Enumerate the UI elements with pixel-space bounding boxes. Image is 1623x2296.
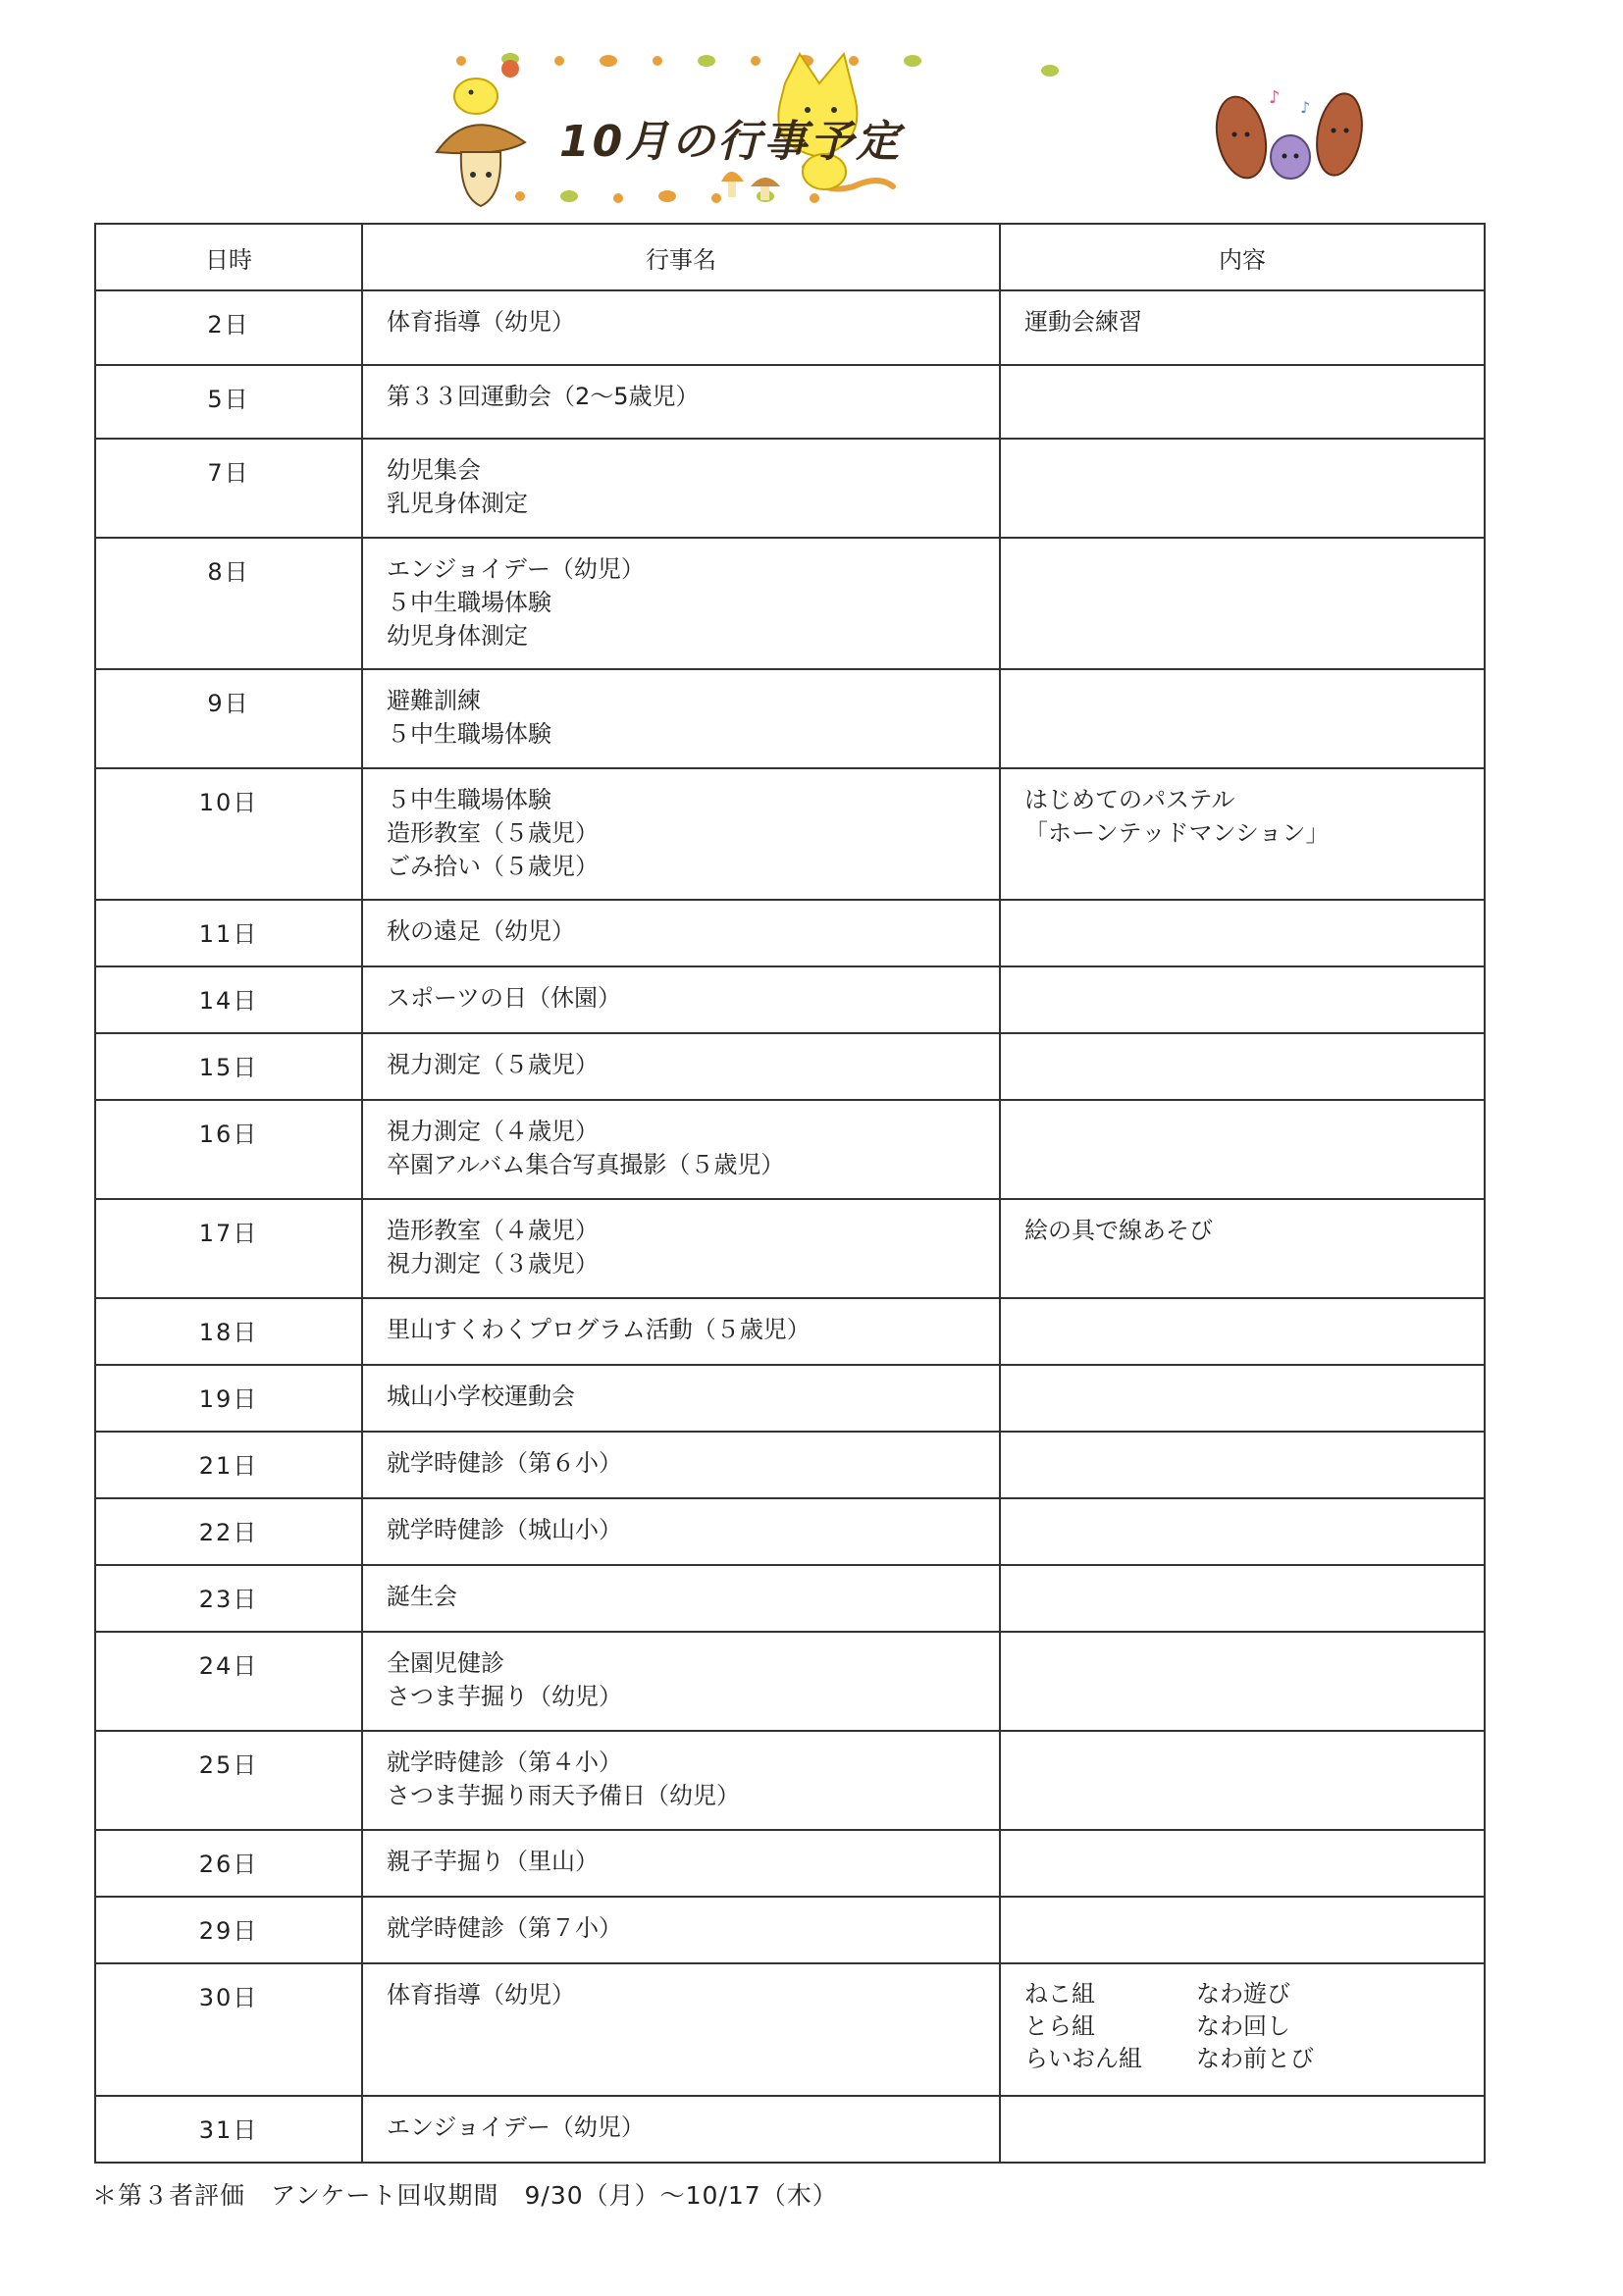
event-line: 卒園アルバム集合写真撮影（５歳児） [387,1151,785,1178]
event-line: 視力測定（４歳児） [387,1118,599,1145]
detail-line: 「ホーンテッドマンション」 [1024,819,1330,847]
row-details [1000,1565,1485,1632]
table-row [95,1963,1485,2096]
row-date: 7日 [95,439,362,538]
event-line: 造形教室（５歳児） [387,819,599,847]
row-events [362,966,1000,1033]
row-events [362,900,1000,966]
table-row [95,1897,1485,1963]
event-line: 視力測定（５歳児） [387,1051,599,1078]
event-line: 視力測定（３歳児） [387,1250,599,1278]
event-line: 秋の遠足（幼児） [387,917,575,945]
mushroom-illustration-icon [437,60,525,206]
row-events [362,1033,1000,1100]
leaf-border-bottom [515,190,819,203]
table-row [95,1830,1485,1897]
detail-pair [1024,2043,1484,2075]
row-events [362,1897,1000,1963]
row-date: 8日 [95,538,362,669]
row-details [1000,1298,1485,1365]
event-line: 避難訓練 [387,687,481,714]
leaf-border-top [456,53,1059,77]
event-line: エンジョイデー（幼児） [387,555,645,583]
table-row [95,669,1485,768]
event-line: さつま芋掘り（幼児） [387,1683,622,1710]
table-row [95,900,1485,966]
detail-activity: なわ遊び [1196,1980,1290,2008]
table-row [95,1731,1485,1830]
row-details [1000,1830,1485,1897]
table-row [95,1033,1485,1100]
event-line: ５中生職場体験 [387,720,551,748]
row-events [362,1199,1000,1298]
footnote: ＊第３者評価 アンケート回収期間 9/30（月）〜10/17（木） [92,2181,838,2210]
row-date: 25日 [95,1731,362,1830]
event-line: 乳児身体測定 [387,490,528,517]
table-row [95,1365,1485,1432]
row-details [1000,900,1485,966]
event-line: 造形教室（４歳児） [387,1217,599,1244]
detail-class-name: ねこ組 [1024,1980,1095,2008]
row-date: 29日 [95,1897,362,1963]
row-events [362,768,1000,900]
row-details [1000,1365,1485,1432]
row-date: 5日 [95,365,362,439]
detail-line: はじめてのパステル [1024,786,1235,813]
event-line: 幼児身体測定 [387,622,528,650]
row-date: 10日 [95,768,362,900]
row-events [362,1498,1000,1565]
event-line: 第３３回運動会（2〜5歳児） [387,383,700,410]
event-line: スポーツの日（休園） [387,984,622,1012]
row-details [1000,669,1485,768]
row-events [362,290,1000,365]
row-date: 24日 [95,1632,362,1731]
event-line: 体育指導（幼児） [387,1981,575,2009]
row-date: 9日 [95,669,362,768]
row-events [362,1830,1000,1897]
row-date: 14日 [95,966,362,1033]
row-details [1000,1199,1485,1298]
table-row [95,365,1485,439]
row-date: 17日 [95,1199,362,1298]
table-row [95,1432,1485,1498]
row-details [1000,1432,1485,1498]
detail-pair [1024,1978,1484,2010]
row-events [362,669,1000,768]
event-line: さつま芋掘り雨天予備日（幼児） [387,1782,740,1809]
row-date: 2日 [95,290,362,365]
event-line: ５中生職場体験 [387,786,551,813]
table-row [95,290,1485,365]
row-details [1000,1963,1485,2096]
detail-activity: なわ回し [1196,2012,1290,2040]
row-details [1000,768,1485,900]
table-row [95,1632,1485,1731]
row-details [1000,1897,1485,1963]
svg-text:♪: ♪ [1269,87,1281,108]
event-line: 誕生会 [387,1583,457,1610]
row-events [362,1731,1000,1830]
detail-class-name: らいおん組 [1024,2045,1142,2072]
row-date: 26日 [95,1830,362,1897]
row-details [1000,1632,1485,1731]
row-events [362,1365,1000,1432]
page-title: 10月の行事予定 [559,117,903,167]
row-date: 23日 [95,1565,362,1632]
detail-activity: なわ前とび [1196,2045,1314,2072]
event-line: 里山すくわくプログラム活動（５歳児） [387,1316,811,1343]
row-events [362,365,1000,439]
table-row [95,966,1485,1033]
row-date: 21日 [95,1432,362,1498]
column-header-event: 行事名 [362,224,1000,290]
event-line: ごみ拾い（５歳児） [387,853,599,880]
row-details [1000,1033,1485,1100]
detail-line: 運動会練習 [1024,308,1142,336]
row-events [362,1565,1000,1632]
row-details [1000,2096,1485,2163]
event-line: 幼児集会 [387,456,481,484]
row-details [1000,966,1485,1033]
row-events [362,1100,1000,1199]
row-events [362,2096,1000,2163]
row-details [1000,290,1485,365]
table-row [95,2096,1485,2163]
row-date: 18日 [95,1298,362,1365]
event-line: 就学時健診（第７小） [387,1914,622,1942]
sweet-potato-characters-icon [1202,83,1384,191]
table-row [95,1199,1485,1298]
event-line: 就学時健診（第６小） [387,1449,622,1477]
row-date: 11日 [95,900,362,966]
row-events [362,1432,1000,1498]
row-details [1000,439,1485,538]
table-row [95,1298,1485,1365]
table-row [95,768,1485,900]
row-events [362,538,1000,669]
row-date: 22日 [95,1498,362,1565]
event-line: 就学時健診（第４小） [387,1748,622,1776]
row-date: 31日 [95,2096,362,2163]
column-header-detail: 内容 [1000,224,1485,290]
event-line: 体育指導（幼児） [387,308,575,336]
column-header-date: 日時 [95,224,362,290]
detail-class-name: とら組 [1024,2012,1095,2040]
row-events [362,1298,1000,1365]
row-details [1000,1498,1485,1565]
table-row [95,1565,1485,1632]
table-row [95,538,1485,669]
row-details [1000,1100,1485,1199]
row-details [1000,1731,1485,1830]
table-header-row [95,224,1485,290]
row-events [362,1632,1000,1731]
row-events [362,439,1000,538]
table-row [95,439,1485,538]
schedule-table-body [95,290,1485,2163]
event-line: 城山小学校運動会 [387,1383,575,1410]
schedule-table [94,223,1486,2164]
svg-text:♪: ♪ [1300,98,1311,117]
table-row [95,1498,1485,1565]
row-details [1000,538,1485,669]
event-line: 親子芋掘り（里山） [387,1848,599,1875]
row-events [362,1963,1000,2096]
event-line: 就学時健診（城山小） [387,1516,622,1543]
row-date: 15日 [95,1033,362,1100]
event-line: 全園児健診 [387,1649,504,1677]
table-row [95,1100,1485,1199]
detail-line: 絵の具で線あそび [1024,1217,1213,1244]
event-line: エンジョイデー（幼児） [387,2113,645,2141]
detail-pair [1024,2010,1484,2043]
row-date: 16日 [95,1100,362,1199]
event-line: ５中生職場体験 [387,589,551,616]
row-date: 30日 [95,1963,362,2096]
row-details [1000,365,1485,439]
row-date: 19日 [95,1365,362,1432]
